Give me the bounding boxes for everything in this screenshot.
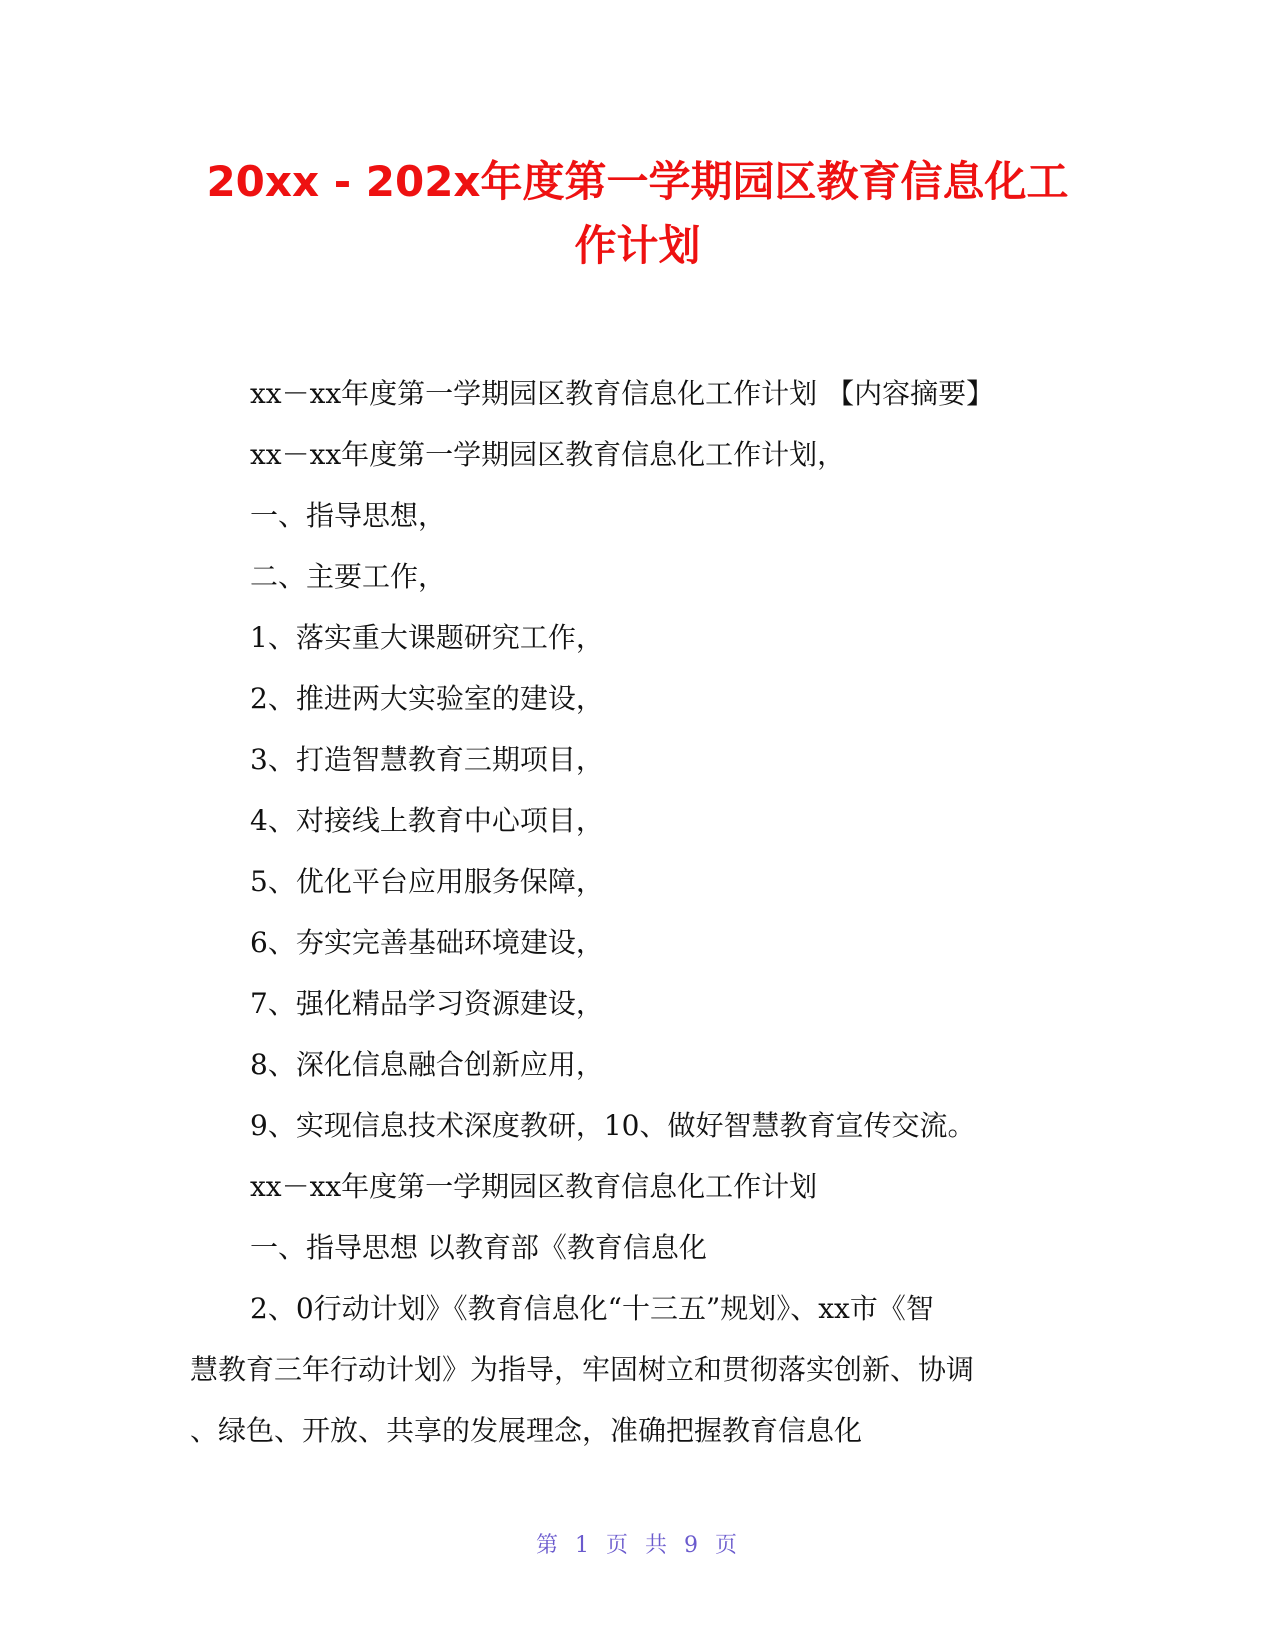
paragraph: 2、推进两大实验室的建设， [250, 682, 604, 715]
paragraph: 4、对接线上教育中心项目， [250, 804, 604, 837]
paragraph: 7、强化精品学习资源建设， [250, 987, 604, 1020]
paragraph: 一、指导思想 以教育部《教育信息化 [250, 1231, 707, 1264]
title-line-2: 作计划 [574, 221, 701, 270]
document-body [190, 363, 1070, 1461]
paragraph: 1、落实重大课题研究工作， [250, 621, 604, 654]
paragraph: 一、指导思想， [250, 499, 447, 532]
wrapped-paragraph-line-1: 2、0行动计划》《教育信息化“十三五”规划》、xx市《智 [250, 1292, 934, 1325]
title-line-1: 20xx - 202x年度第一学期园区教育信息化工 [206, 157, 1069, 206]
paragraph: 3、打造智慧教育三期项目， [250, 743, 604, 776]
wrapped-paragraph-line-3: 、绿色、开放、共享的发展理念，准确把握教育信息化 [190, 1414, 863, 1447]
paragraph: xx－xx年度第一学期园区教育信息化工作计划 【内容摘要】 [250, 377, 995, 410]
paragraph: 6、夯实完善基础环境建设， [250, 926, 604, 959]
paragraph: xx－xx年度第一学期园区教育信息化工作计划， [250, 438, 846, 471]
paragraph: xx－xx年度第一学期园区教育信息化工作计划 [250, 1170, 818, 1203]
paragraph: 8、深化信息融合创新应用， [250, 1048, 604, 1081]
wrapped-paragraph-line-2: 慧教育三年行动计划》为指导，牢固树立和贯彻落实创新、协调 [190, 1353, 975, 1386]
paragraph: 二、主要工作， [250, 560, 447, 593]
paragraph: 9、实现信息技术深度教研，10、做好智慧教育宣传交流。 [250, 1109, 976, 1142]
document-title [150, 150, 1125, 278]
paragraph: 5、优化平台应用服务保障， [250, 865, 604, 898]
page-number-footer: 第 1 页 共 9 页 [536, 1533, 739, 1558]
